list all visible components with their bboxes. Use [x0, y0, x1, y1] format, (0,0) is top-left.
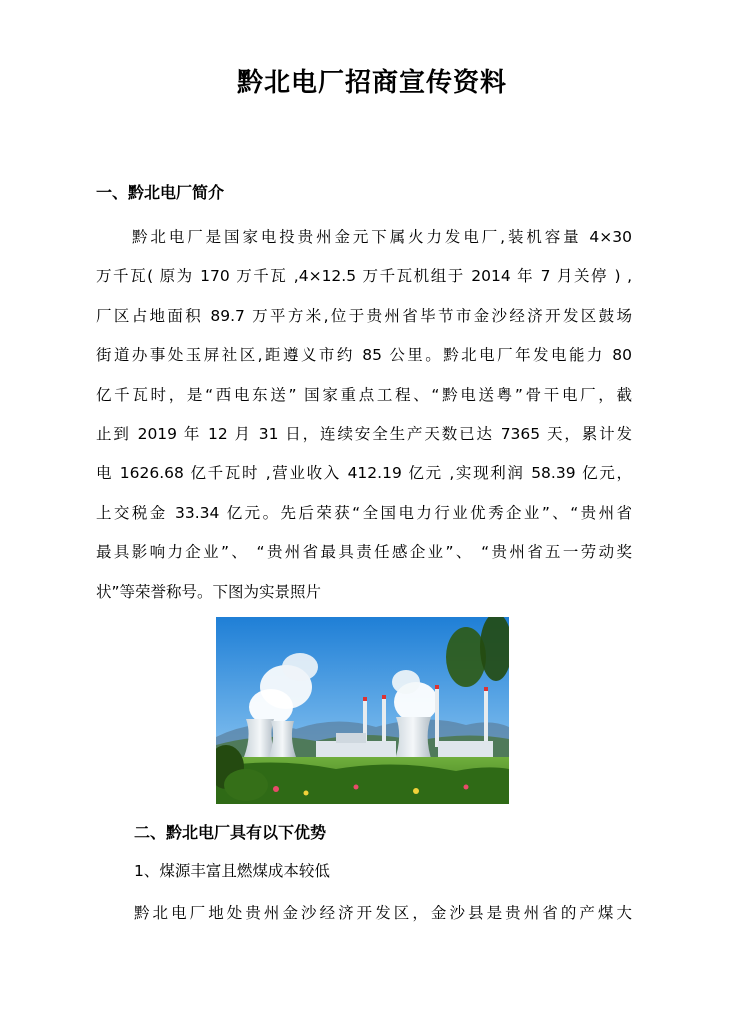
- section-heading-advantages: 二、黔北电厂具有以下优势: [134, 823, 327, 842]
- paragraph-line: 最具影响力企业”、 “贵州省最具责任感企业”、 “贵州省五一劳动奖: [96, 543, 632, 562]
- paragraph-line: 亿千瓦时，是“西电东送” 国家重点工程、“黔电送粤”骨干电厂，截: [96, 385, 632, 404]
- paragraph-line: 上交税金 33.34 亿元。先后荣获“全国电力行业优秀企业”、“贵州省: [96, 503, 632, 522]
- section-heading-intro: 一、黔北电厂简介: [96, 183, 225, 202]
- paragraph-line: 电 1626.68 亿千瓦时 ,营业收入 412.19 亿元 ,实现利润 58.39 亿元，: [96, 464, 632, 483]
- paragraph-line: 万千瓦( 原为 170 万千瓦 ,4×12.5 万千瓦机组于 2014 年 7 月关停 ) ,: [96, 267, 632, 286]
- paragraph-line: 止到 2019 年 12 月 31 日，连续安全生产天数已达 7365 天，累计发: [96, 425, 632, 444]
- paragraph-line: 状”等荣誉称号。下图为实景照片: [96, 582, 322, 601]
- paragraph-line: 黔北电厂地处贵州金沙经济开发区，金沙县是贵州省的产煤大: [134, 904, 632, 922]
- subsection-heading-coal: 1、煤源丰富且燃煤成本较低: [134, 862, 330, 880]
- power-plant-photo: [216, 617, 509, 804]
- paragraph-line: 黔北电厂是国家电投贵州金元下属火力发电厂,装机容量 4×30: [132, 228, 632, 246]
- paragraph-line: 街道办事处玉屏社区,距遵义市约 85 公里。黔北电厂年发电能力 80: [96, 346, 632, 365]
- paragraph-line: 厂区占地面积 89.7 万平方米,位于贵州省毕节市金沙经济开发区鼓场: [96, 306, 632, 325]
- intro-paragraph: [96, 218, 632, 612]
- page-title: 黔北电厂招商宣传资料: [236, 68, 507, 98]
